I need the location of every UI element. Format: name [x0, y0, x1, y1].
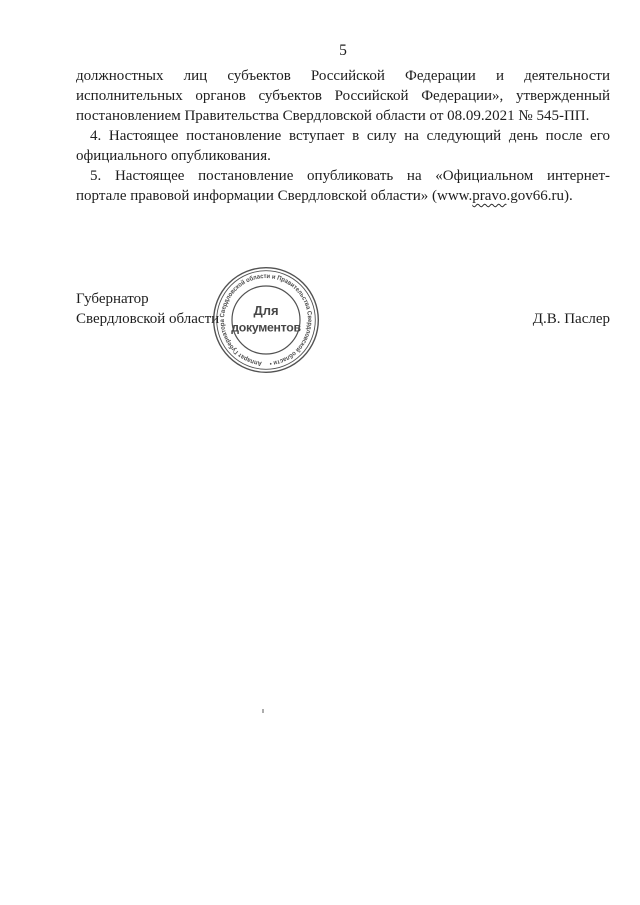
- document-body: [76, 66, 610, 206]
- url-wavy-underline-segment: pravo: [472, 188, 507, 204]
- signature-name: Д.В. Паслер: [532, 311, 610, 327]
- page-number: 5: [339, 42, 347, 59]
- paragraph-3-continuation-line-1: должностных лиц субъектов Российской Федерации и деятельности: [76, 68, 610, 84]
- official-stamp-seal: [211, 265, 321, 375]
- stamp-center-text-line-1: Для: [253, 303, 279, 318]
- paragraph-5-line-2: [76, 186, 610, 206]
- paragraph-5-line-2-text: портале правовой информации Свердловской области» (www.: [76, 188, 473, 204]
- paragraph-3-continuation-line-2: исполнительных органов субъектов Российской Федерации», утвержденный: [76, 88, 610, 104]
- stamp-ring-text: Аппарат Губернатора Свердловской области и Правительства Свердловской области •: [218, 272, 314, 367]
- paragraph-5-line-2-tail: .gov66.ru).: [506, 188, 573, 204]
- paragraph-3-continuation-line-3: постановлением Правительства Свердловской области от 08.09.2021 № 545-ПП.: [76, 108, 590, 124]
- stamp-center-text-line-2: документов: [231, 320, 301, 335]
- signature-role-line-1: Губернатор: [76, 291, 149, 307]
- scan-artifact-speck: [262, 709, 264, 713]
- paragraph-4-line-2: официального опубликования.: [76, 148, 271, 164]
- paragraph-4-line-1: 4. Настоящее постановление вступает в силу на следующий день после его: [90, 128, 610, 144]
- signature-role-line-2: Свердловской области: [76, 311, 220, 327]
- paragraph-5-line-1: 5. Настоящее постановление опубликовать на «Официальном интернет-: [90, 168, 610, 184]
